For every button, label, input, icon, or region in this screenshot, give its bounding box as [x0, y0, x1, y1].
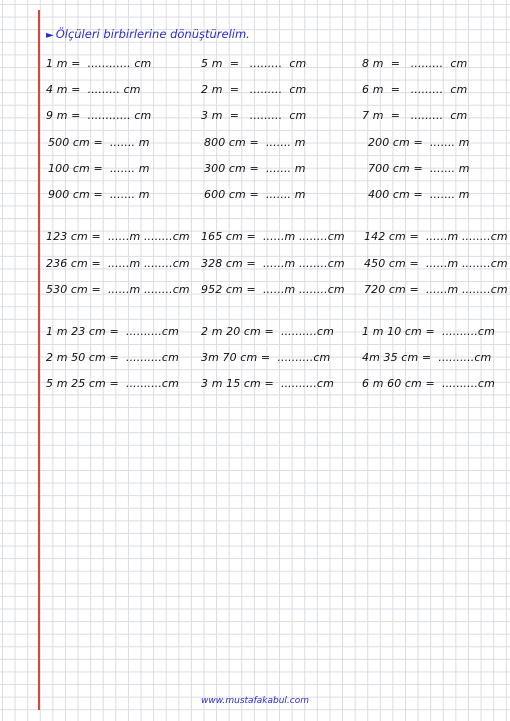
page-margin-line — [38, 10, 40, 710]
exercise-item: 1 m 23 cm = ..........cm — [46, 325, 179, 338]
exercise-item: 4 m = ......... cm — [46, 83, 141, 96]
exercise-item: 720 cm = ......m ........cm — [364, 283, 508, 296]
exercise-item: 400 cm = ....... m — [368, 188, 470, 201]
exercise-item: 100 cm = ....... m — [48, 162, 150, 175]
exercise-item: 2 m 50 cm = ..........cm — [46, 351, 179, 364]
exercise-item: 8 m = ......... cm — [362, 57, 468, 70]
exercise-item: 2 m = ......... cm — [201, 83, 307, 96]
footer-website: www.mustafakabul.com — [201, 696, 309, 706]
exercise-item: 3m 70 cm = ..........cm — [201, 351, 331, 364]
exercise-item: 900 cm = ....... m — [48, 188, 150, 201]
exercise-item: 3 m 15 cm = ..........cm — [201, 377, 334, 390]
exercise-item: 5 m 25 cm = ..........cm — [46, 377, 179, 390]
exercise-item: 2 m 20 cm = ..........cm — [201, 325, 334, 338]
exercise-item: 9 m = ............ cm — [46, 109, 152, 122]
arrow-icon: ► — [46, 30, 54, 41]
exercise-item: 165 cm = ......m ........cm — [201, 230, 345, 243]
exercise-item: 530 cm = ......m ........cm — [46, 283, 190, 296]
exercise-item: 800 cm = ....... m — [204, 136, 306, 149]
exercise-item: 600 cm = ....... m — [204, 188, 306, 201]
worksheet-heading — [46, 27, 250, 41]
exercise-item: 952 cm = ......m ........cm — [201, 283, 345, 296]
exercise-item: 4m 35 cm = ..........cm — [362, 351, 492, 364]
exercise-item: 200 cm = ....... m — [368, 136, 470, 149]
exercise-item: 700 cm = ....... m — [368, 162, 470, 175]
exercise-item: 6 m = ......... cm — [362, 83, 468, 96]
heading-text: Ölçüleri birbirlerine dönüştürelim. — [55, 27, 250, 41]
exercise-item: 1 m = ............ cm — [46, 57, 152, 70]
exercise-item: 123 cm = ......m ........cm — [46, 230, 190, 243]
exercise-item: 300 cm = ....... m — [204, 162, 306, 175]
exercise-item: 7 m = ......... cm — [362, 109, 468, 122]
exercise-item: 142 cm = ......m ........cm — [364, 230, 508, 243]
exercise-item: 1 m 10 cm = ..........cm — [362, 325, 495, 338]
exercise-item: 6 m 60 cm = ..........cm — [362, 377, 495, 390]
exercise-item: 450 cm = ......m ........cm — [364, 257, 508, 270]
exercise-item: 500 cm = ....... m — [48, 136, 150, 149]
exercise-item: 328 cm = ......m ........cm — [201, 257, 345, 270]
exercise-item: 236 cm = ......m ........cm — [46, 257, 190, 270]
exercise-item: 3 m = ......... cm — [201, 109, 307, 122]
exercise-item: 5 m = ......... cm — [201, 57, 307, 70]
